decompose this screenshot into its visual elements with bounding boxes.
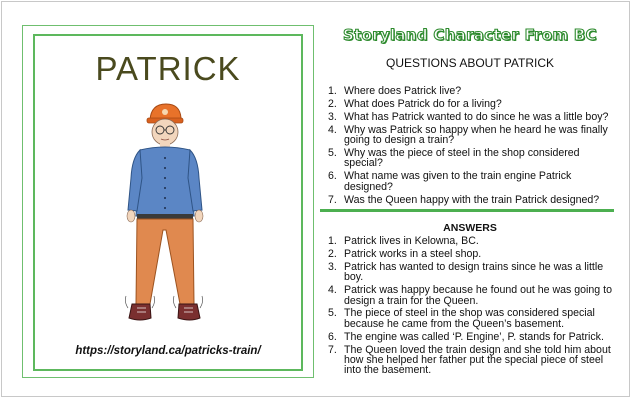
questions-heading: QUESTIONS ABOUT PATRICK [385,56,555,70]
answer-item: 7. The Queen loved the train design and she told him about how she helped her father put the special piece of steel into the basement. [328,343,611,377]
answers-list [322,236,612,378]
right-hand [195,210,203,222]
answer-item: 3. Patrick has wanted to design trains since he was a little boy. [328,260,604,284]
story-link[interactable]: https://storyland.ca/patricks-train/ [75,345,261,357]
left-hand [127,210,135,222]
question-item: 2. What does Patrick do for a living? [328,97,502,110]
answer-item: 2. Patrick works in a steel shop. [328,247,482,260]
pants [136,219,194,304]
question-item: 3. What has Patrick wanted to do since he was a little boy? [328,110,609,123]
question-item: 4. Why was Patrick so happy when he heard he was finally going to design a train? [328,123,608,147]
brand-title: Storyland Character From BC [343,26,597,44]
answer-item: 1. Patrick lives in Kelowna, BC. [328,235,479,247]
head [152,119,178,145]
character-name: PATRICK [95,50,241,87]
questions-list [322,86,612,208]
answer-item: 5. The piece of steel in the shop was considered special because he came from the Queen’s basement. [328,307,595,330]
question-item: 7. Was the Queen happy with the train Patrick designed? [328,193,600,206]
cap-badge [162,109,168,115]
question-item: 1. Where does Patrick live? [328,85,462,97]
patrick-illustration [110,98,220,338]
answer-item: 6. The engine was called ‘P. Engine’, P. stands for Patrick. [328,330,604,343]
answer-item: 4. Patrick was happy because he found out he was going to design a train for the Queen. [328,284,612,307]
belt [137,214,193,219]
answers-heading: ANSWERS [443,222,497,234]
question-item: 6. What name was given to the train engine Patrick designed? [328,170,572,193]
question-item: 5. Why was the piece of steel in the shop considered special? [328,147,580,170]
section-divider [320,209,614,212]
